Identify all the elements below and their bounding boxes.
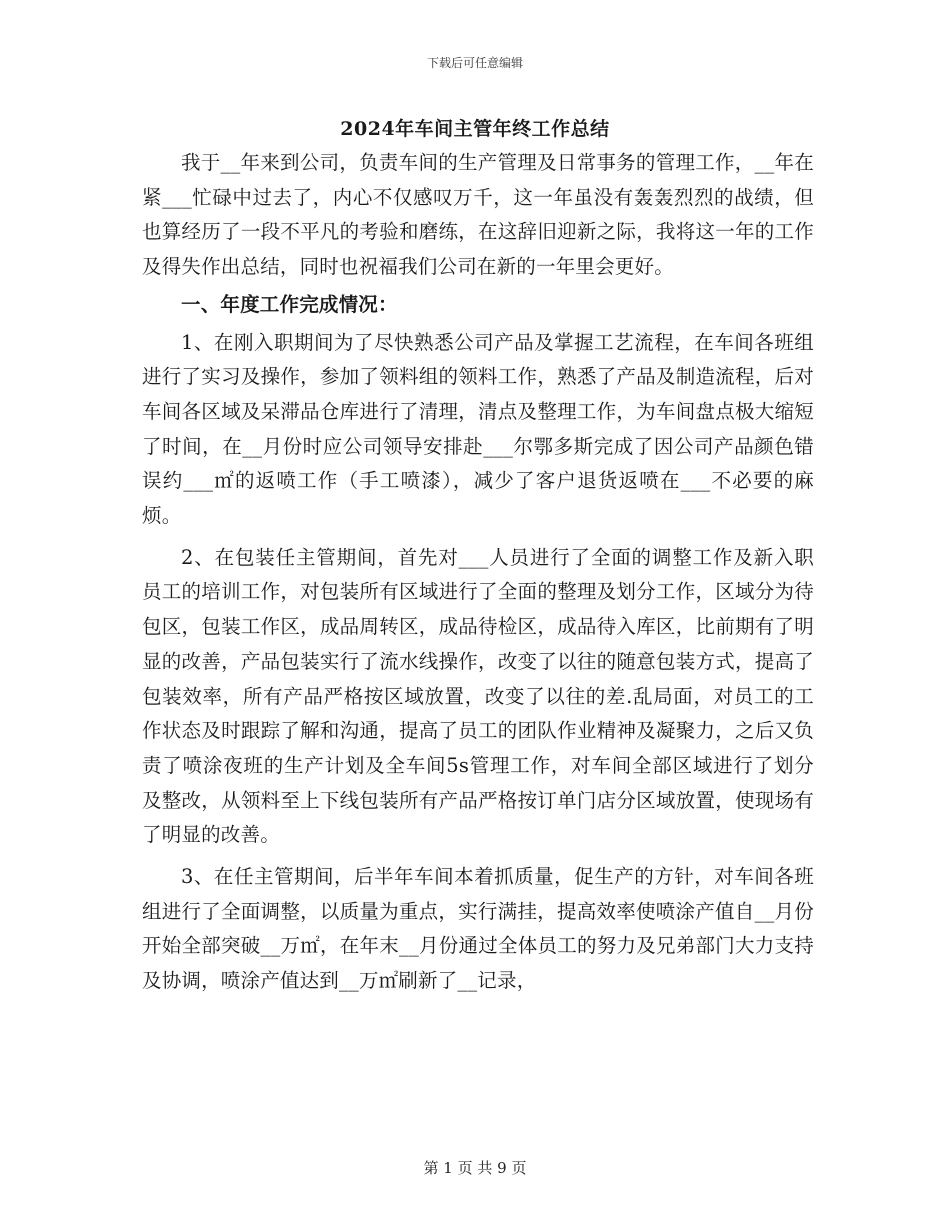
intro-paragraph: 我于__年来到公司，负责车间的生产管理及日常事务的管理工作，__年在紧___忙碌中过去了，内心不仅感叹万千，这一年虽没有轰轰烈烈的战绩，但也算经历了一段不平凡的考验和磨练，在这辞旧迎新之际，我将这一年的工作及得失作出总结，同时也祝福我们公司在新的一年里会更好。 xyxy=(142,151,814,279)
item-paragraph-3: 3、在任主管期间，后半年车间本着抓质量，促生产的方针，对车间各班组进行了全面调整，以质量为重点，实行满挂，提高效率使喷涂产值自__月份开始全部突破__万㎡，在年末__月份通过全体员工的努力及兄弟部门大力支持及协调，喷涂产值达到__万㎡刷新了__记录， xyxy=(142,865,814,993)
document-body xyxy=(142,146,814,999)
document-title: 2024年车间主管年终工作总结 xyxy=(340,118,610,140)
header-note: 下载后可任意编辑 xyxy=(426,56,523,70)
item-paragraph-1: 1、在刚入职期间为了尽快熟悉公司产品及掌握工艺流程，在车间各班组进行了实习及操作，参加了领料组的领料工作，熟悉了产品及制造流程，后对车间各区域及呆滞品仓库进行了清理，清点及整理工作，为车间盘点极大缩短了时间，在__月份时应公司领导安排赴___尔鄂多斯完成了因公司产品颜色错误约___㎡的返喷工作（手工喷漆），减少了客户退货返喷在___不必要的麻烦。 xyxy=(142,330,814,528)
item-paragraph-2: 2、在包装任主管期间，首先对___人员进行了全面的调整工作及新入职员工的培训工作，对包装所有区域进行了全面的整理及划分工作，区域分为待包区，包装工作区，成品周转区，成品待检区，成品待入库区，比前期有了明显的改善，产品包装实行了流水线操作，改变了以往的随意包装方式，提高了包装效率，所有产品严格按区域放置，改变了以往的差.乱局面，对员工的工作状态及时跟踪了解和沟通，提高了员工的团队作业精神及凝聚力，之后又负责了喷涂夜班的生产计划及全车间5s管理工作，对车间全部区域进行了划分及整改，从领料至上下线包装所有产品严格按订单门店分区域放置，使现场有了明显的改善。 xyxy=(142,545,814,847)
section-heading: 一、年度工作完成情况： xyxy=(181,292,398,316)
page-number: 第 1 页 共 9 页 xyxy=(423,1159,527,1177)
